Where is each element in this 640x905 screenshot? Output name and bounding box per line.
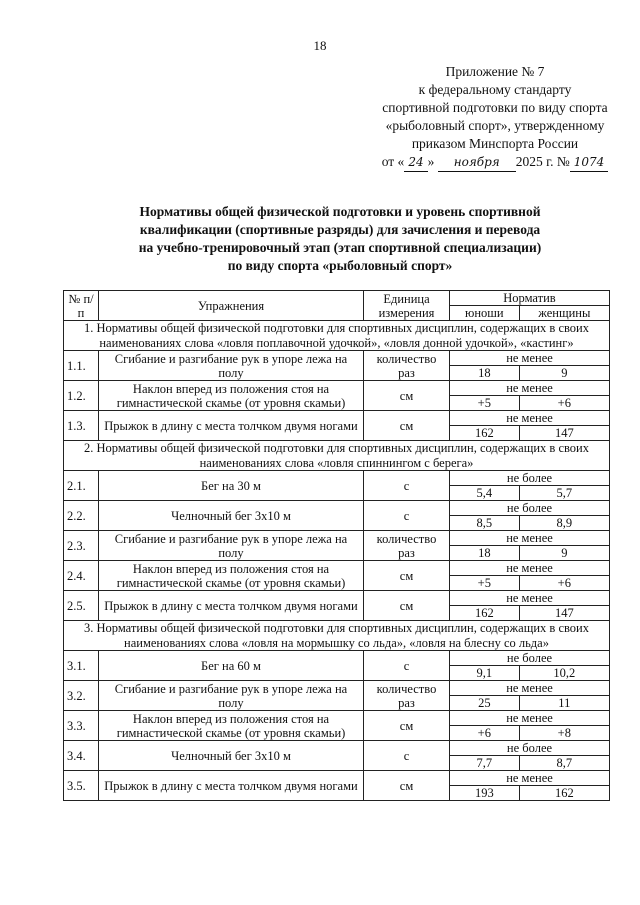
norm-limit: не менее bbox=[450, 771, 610, 786]
female-value: 162 bbox=[519, 786, 609, 801]
date-prefix: от « bbox=[381, 154, 405, 169]
table-row bbox=[64, 651, 610, 666]
section-title: 2. Нормативы общей физической подготовки для спортивных дисциплин, содержащих в своих наименованиях слова «ловля спиннингом с берега» bbox=[64, 441, 610, 471]
male-value: 18 bbox=[450, 546, 520, 561]
row-number: 1.3. bbox=[64, 411, 99, 441]
row-number: 3.3. bbox=[64, 711, 99, 741]
exercise-name: Наклон вперед из положения стоя на гимнастической скамье (от уровня скамьи) bbox=[99, 561, 364, 591]
male-value: 9,1 bbox=[450, 666, 520, 681]
male-value: 25 bbox=[450, 696, 520, 711]
handwritten-month: ноября bbox=[438, 153, 516, 172]
table-row bbox=[64, 741, 610, 756]
handwritten-number: 1074 bbox=[570, 153, 609, 172]
norm-limit: не менее bbox=[450, 681, 610, 696]
exercise-name: Сгибание и разгибание рук в упоре лежа на полу bbox=[99, 351, 364, 381]
unit: см bbox=[364, 411, 450, 441]
norm-limit: не менее bbox=[450, 561, 610, 576]
table-row bbox=[64, 501, 610, 516]
norm-limit: не менее bbox=[450, 711, 610, 726]
norm-limit: не более bbox=[450, 741, 610, 756]
female-value: 9 bbox=[519, 546, 609, 561]
female-value: 147 bbox=[519, 426, 609, 441]
section-title: 1. Нормативы общей физической подготовки для спортивных дисциплин, содержащих в своих наименованиях слова «ловля поплавочной удочкой», «ловля донной удочкой», «кастинг» bbox=[64, 321, 610, 351]
unit: количество раз bbox=[364, 531, 450, 561]
appendix-line: приказом Минспорта России bbox=[411, 136, 579, 151]
exercise-name: Челночный бег 3х10 м bbox=[99, 501, 364, 531]
row-number: 1.2. bbox=[64, 381, 99, 411]
header-unit: Единица измерения bbox=[364, 291, 450, 321]
table-row bbox=[64, 531, 610, 546]
exercise-name: Прыжок в длину с места толчком двумя ногами bbox=[99, 591, 364, 621]
header-norm: Норматив bbox=[450, 291, 610, 306]
unit: см bbox=[364, 771, 450, 801]
section-row bbox=[64, 441, 610, 471]
male-value: 162 bbox=[450, 426, 520, 441]
exercise-name: Челночный бег 3х10 м bbox=[99, 741, 364, 771]
appendix-header bbox=[340, 63, 640, 172]
row-number: 3.5. bbox=[64, 771, 99, 801]
unit: количество раз bbox=[364, 351, 450, 381]
norm-limit: не менее bbox=[450, 591, 610, 606]
exercise-name: Сгибание и разгибание рук в упоре лежа на полу bbox=[99, 681, 364, 711]
female-value: 8,9 bbox=[519, 516, 609, 531]
title-line: квалификации (спортивные разряды) для зачисления и перевода bbox=[139, 222, 541, 237]
norm-limit: не менее bbox=[450, 381, 610, 396]
norm-limit: не более bbox=[450, 651, 610, 666]
table-row bbox=[64, 681, 610, 696]
row-number: 2.3. bbox=[64, 531, 99, 561]
row-number: 3.1. bbox=[64, 651, 99, 681]
norm-limit: не более bbox=[450, 501, 610, 516]
header-female: женщины bbox=[519, 306, 609, 321]
appendix-line: Приложение № 7 bbox=[445, 64, 545, 79]
male-value: +5 bbox=[450, 396, 520, 411]
table-row bbox=[64, 381, 610, 396]
row-number: 2.2. bbox=[64, 501, 99, 531]
exercise-name: Бег на 30 м bbox=[99, 471, 364, 501]
exercise-name: Прыжок в длину с места толчком двумя ногами bbox=[99, 411, 364, 441]
table-row bbox=[64, 591, 610, 606]
section-row bbox=[64, 621, 610, 651]
row-number: 2.5. bbox=[64, 591, 99, 621]
male-value: 7,7 bbox=[450, 756, 520, 771]
unit: с bbox=[364, 471, 450, 501]
female-value: 9 bbox=[519, 366, 609, 381]
table-row bbox=[64, 471, 610, 486]
male-value: 193 bbox=[450, 786, 520, 801]
male-value: +5 bbox=[450, 576, 520, 591]
header-num: № п/п bbox=[64, 291, 99, 321]
table-row bbox=[64, 411, 610, 426]
table-row bbox=[64, 711, 610, 726]
male-value: 18 bbox=[450, 366, 520, 381]
male-value: 8,5 bbox=[450, 516, 520, 531]
male-value: 162 bbox=[450, 606, 520, 621]
table-row bbox=[64, 771, 610, 786]
female-value: +6 bbox=[519, 576, 609, 591]
row-number: 3.4. bbox=[64, 741, 99, 771]
appendix-line: к федеральному стандарту bbox=[418, 82, 572, 97]
row-number: 3.2. bbox=[64, 681, 99, 711]
exercise-name: Сгибание и разгибание рук в упоре лежа на полу bbox=[99, 531, 364, 561]
female-value: 5,7 bbox=[519, 486, 609, 501]
female-value: 10,2 bbox=[519, 666, 609, 681]
unit: см bbox=[364, 381, 450, 411]
male-value: 5,4 bbox=[450, 486, 520, 501]
section-title: 3. Нормативы общей физической подготовки для спортивных дисциплин, содержащих в своих наименованиях слова «ловля на мормышку со льда», «ловля на блесну со льда» bbox=[64, 621, 610, 651]
handwritten-day: 24 bbox=[404, 153, 427, 172]
male-value: +6 bbox=[450, 726, 520, 741]
row-number: 1.1. bbox=[64, 351, 99, 381]
appendix-line: «рыболовный спорт», утвержденному bbox=[385, 118, 605, 133]
exercise-name: Бег на 60 м bbox=[99, 651, 364, 681]
exercise-name: Наклон вперед из положения стоя на гимнастической скамье (от уровня скамьи) bbox=[99, 381, 364, 411]
unit: см bbox=[364, 711, 450, 741]
unit: с bbox=[364, 741, 450, 771]
exercise-name: Наклон вперед из положения стоя на гимнастической скамье (от уровня скамьи) bbox=[99, 711, 364, 741]
table-row bbox=[64, 561, 610, 576]
header-exercise: Упражнения bbox=[99, 291, 364, 321]
female-value: +8 bbox=[519, 726, 609, 741]
order-date bbox=[340, 153, 640, 172]
norm-limit: не менее bbox=[450, 351, 610, 366]
title-line: по виду спорта «рыболовный спорт» bbox=[227, 258, 453, 273]
header-male: юноши bbox=[450, 306, 520, 321]
row-number: 2.4. bbox=[64, 561, 99, 591]
norm-limit: не более bbox=[450, 471, 610, 486]
title-line: на учебно-тренировочный этап (этап спортивной специализации) bbox=[138, 240, 542, 255]
female-value: 8,7 bbox=[519, 756, 609, 771]
appendix-line: спортивной подготовки по виду спорта bbox=[382, 100, 608, 115]
page-number: 18 bbox=[313, 38, 327, 53]
table-row bbox=[64, 351, 610, 366]
female-value: 11 bbox=[519, 696, 609, 711]
quote: » bbox=[427, 154, 435, 169]
row-number: 2.1. bbox=[64, 471, 99, 501]
norm-limit: не менее bbox=[450, 531, 610, 546]
section-row bbox=[64, 321, 610, 351]
unit: см bbox=[364, 591, 450, 621]
unit: с bbox=[364, 651, 450, 681]
norm-limit: не менее bbox=[450, 411, 610, 426]
exercise-name: Прыжок в длину с места толчком двумя ногами bbox=[99, 771, 364, 801]
year: 2025 г. № bbox=[515, 154, 570, 169]
norms-table bbox=[63, 290, 610, 801]
title-line: Нормативы общей физической подготовки и уровень спортивной bbox=[139, 204, 541, 219]
unit: см bbox=[364, 561, 450, 591]
unit: количество раз bbox=[364, 681, 450, 711]
female-value: +6 bbox=[519, 396, 609, 411]
female-value: 147 bbox=[519, 606, 609, 621]
unit: с bbox=[364, 501, 450, 531]
document-title bbox=[60, 203, 620, 275]
